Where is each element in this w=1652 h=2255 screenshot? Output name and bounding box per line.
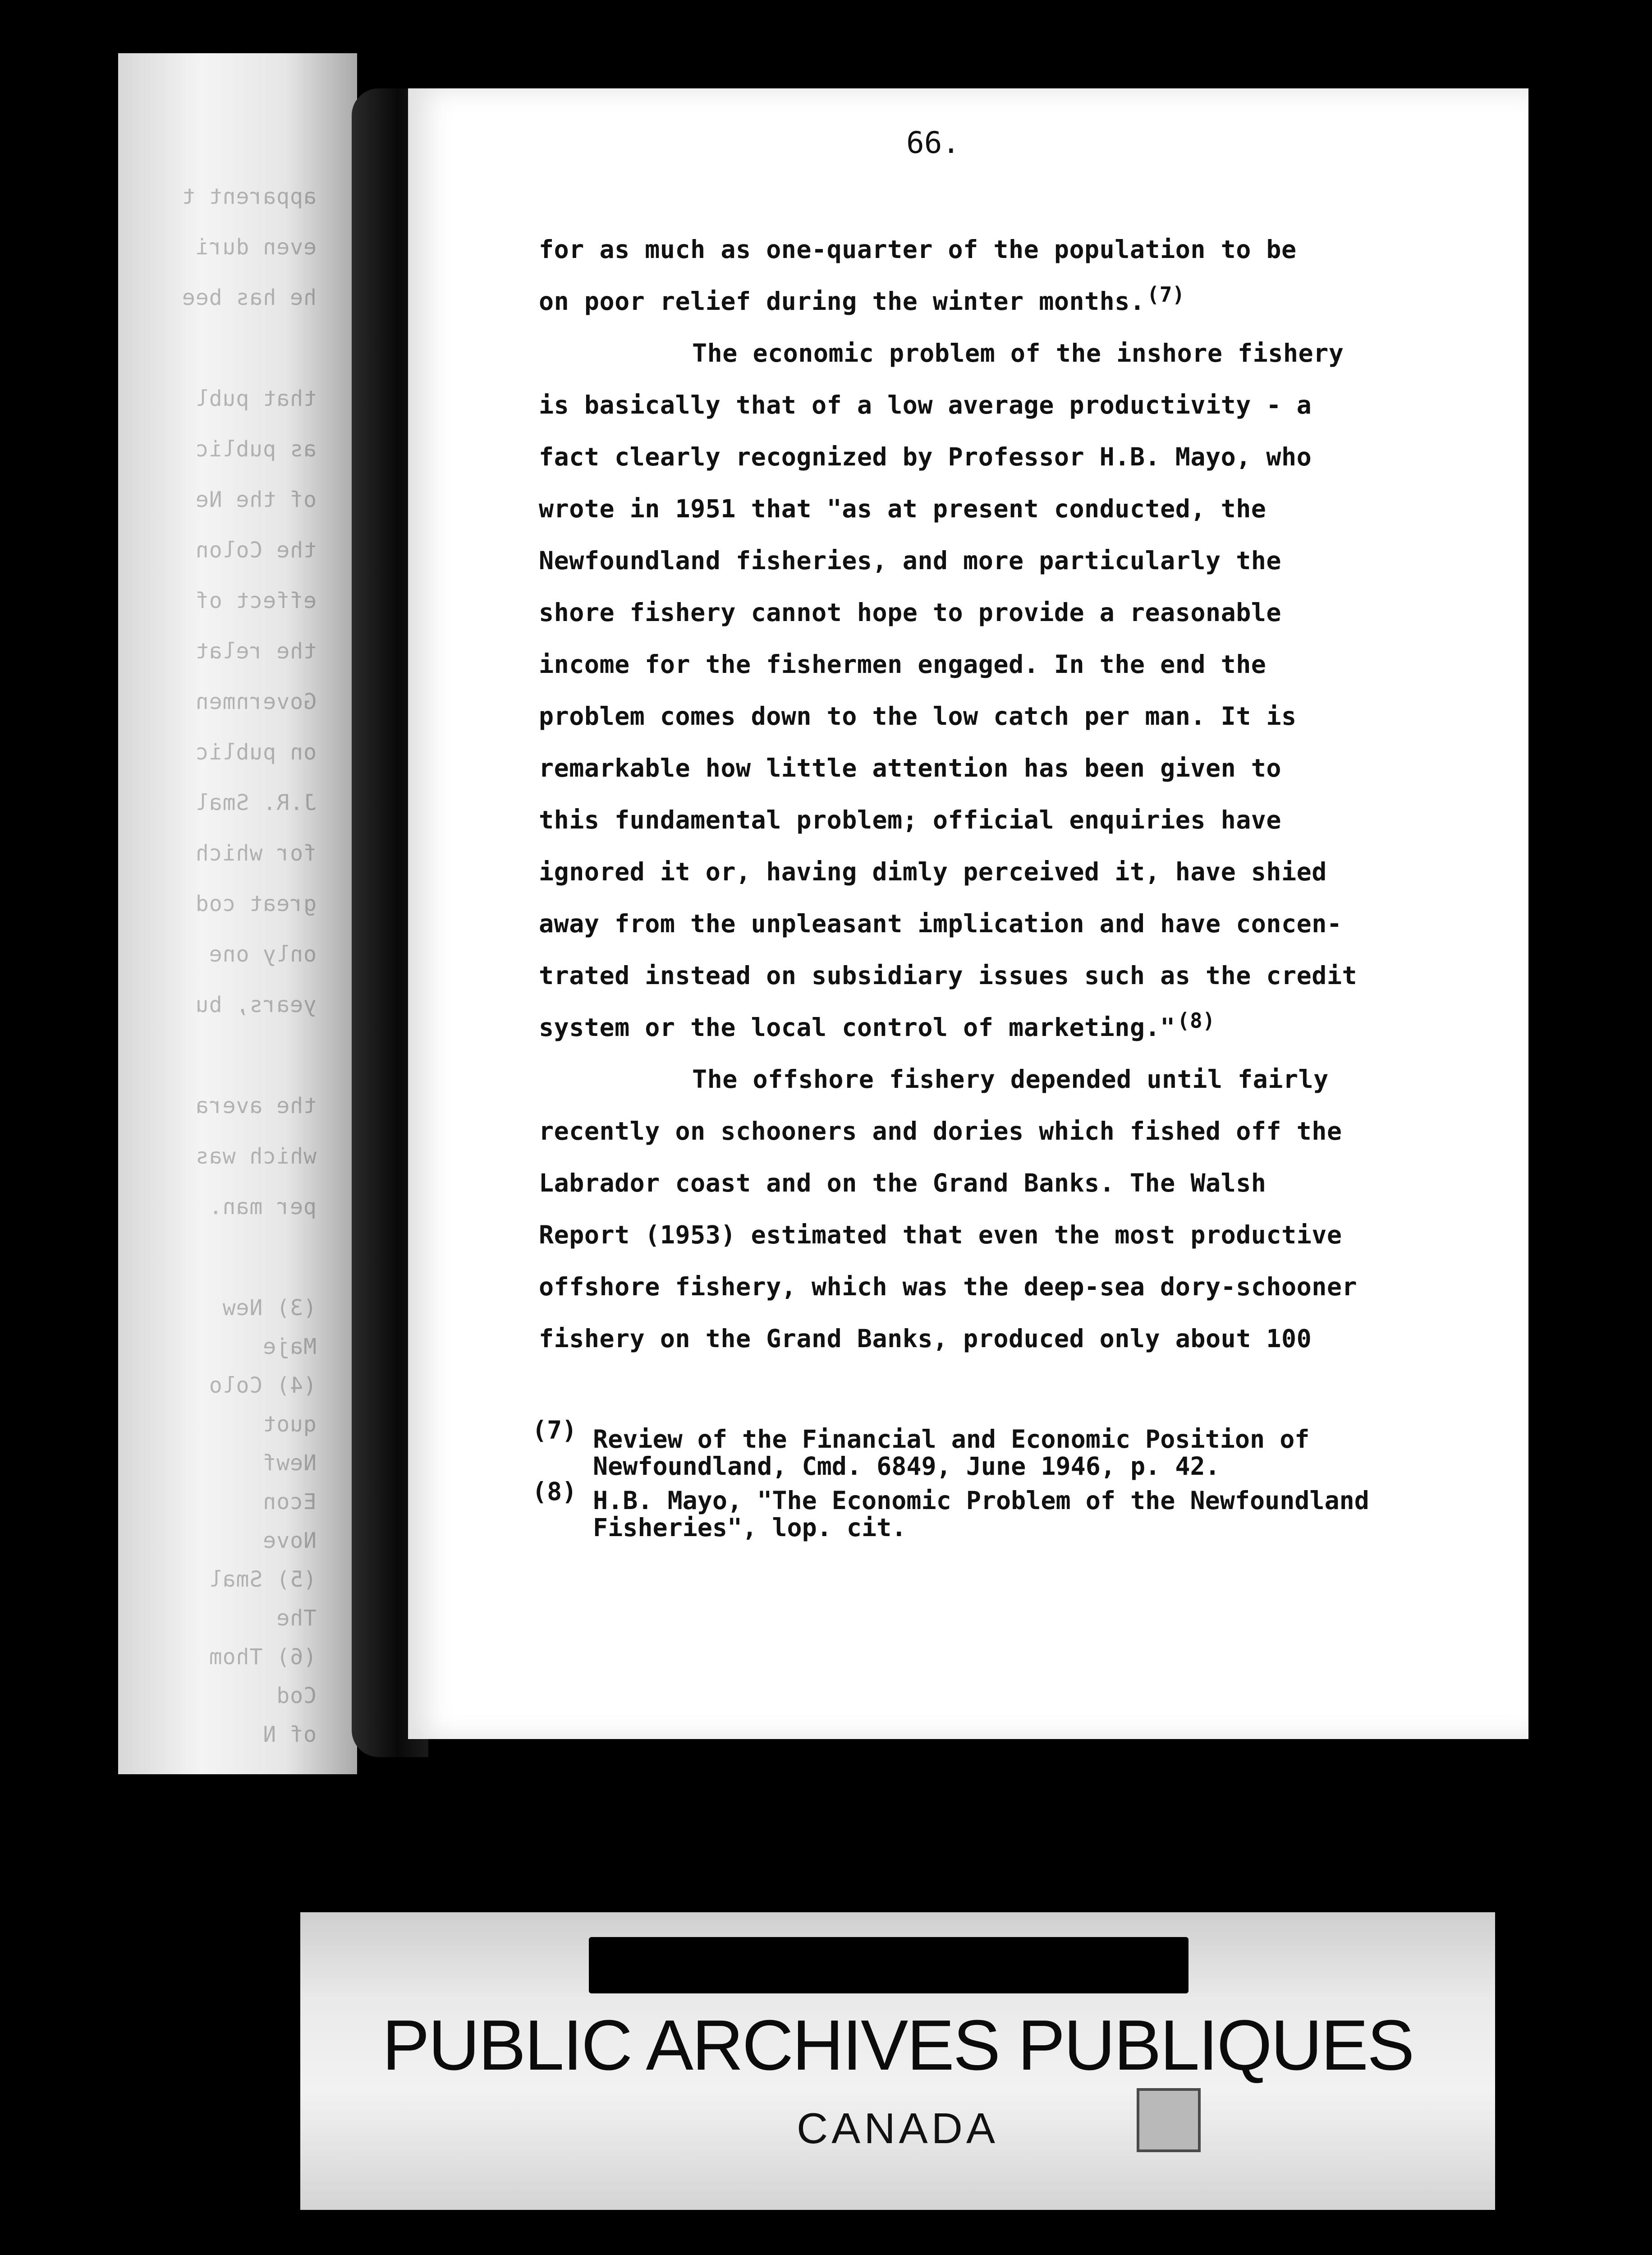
left-page-line: the relat xyxy=(195,639,317,664)
text-line: system or the local control of marketing."$^{(8)}$ xyxy=(539,1008,1216,1042)
archive-label xyxy=(300,1912,1495,2210)
text-line: for as much as one-quarter of the population to be xyxy=(539,235,1297,264)
text-line: fact clearly recognized by Professor H.B. Mayo, who xyxy=(539,442,1312,471)
left-page-line: as public xyxy=(195,437,317,462)
footnote-marker: (7) xyxy=(532,1416,577,1445)
left-page-line: even duri xyxy=(195,235,317,260)
text-line: ignored it or, having dimly perceived it, have shied xyxy=(539,857,1327,886)
left-page-line: Econ xyxy=(262,1489,317,1514)
left-page-line: per man. xyxy=(208,1194,317,1220)
left-page-line: effect of xyxy=(195,588,317,613)
text-line: recently on schooners and dories which fished off the xyxy=(539,1117,1342,1146)
footnotes xyxy=(532,1416,1499,1548)
text-line: fishery on the Grand Banks, produced only about 100 xyxy=(539,1324,1312,1353)
text-line: on poor relief during the winter months.$^{(7)}$ xyxy=(539,282,1185,316)
left-page-line: (4) Colo xyxy=(208,1373,317,1398)
footnote-line: Newfoundland, Cmd. 6849, June 1946, p. 42. xyxy=(593,1452,1220,1481)
text-line: offshore fishery, which was the deep-sea dory-schooner xyxy=(539,1272,1358,1301)
left-page-line: only one xyxy=(208,942,317,967)
text-line: The offshore fishery depended until fairly xyxy=(692,1065,1329,1094)
left-page-line: (6) Thom xyxy=(208,1644,317,1670)
left-page-line: of the Ne xyxy=(195,487,317,512)
left-page-line: quot xyxy=(262,1412,317,1437)
left-page-line: years, bu xyxy=(195,992,317,1017)
text-line: is basically that of a low average productivity - a xyxy=(539,391,1312,419)
footnote-line: Fisheries", lop. cit. xyxy=(593,1513,907,1542)
left-page-line: for which xyxy=(195,841,317,866)
text-line: Report (1953) estimated that even the most productive xyxy=(539,1220,1342,1249)
text-line: income for the fishermen engaged. In the end the xyxy=(539,650,1267,679)
text-line: away from the unpleasant implication and have concen- xyxy=(539,909,1342,938)
text-line: Newfoundland fisheries, and more particularly the xyxy=(539,546,1282,575)
page-number: 66. xyxy=(906,125,960,160)
left-page-line: great cod xyxy=(195,891,317,916)
left-page-line: Maje xyxy=(262,1334,317,1359)
footnote-marker: (8) xyxy=(532,1477,577,1506)
document-page xyxy=(408,88,1528,1739)
left-page-line: Nove xyxy=(262,1528,317,1553)
text-line: Labrador coast and on the Grand Banks. The Walsh xyxy=(539,1169,1267,1197)
text-line: problem comes down to the low catch per man. It is xyxy=(539,702,1297,731)
text-line: remarkable how little attention has been given to xyxy=(539,754,1282,782)
left-page-line: J.R. Smal xyxy=(195,790,317,815)
left-facing-page xyxy=(118,53,357,1774)
text-line: shore fishery cannot hope to provide a reasonable xyxy=(539,598,1282,627)
redaction-bar xyxy=(589,1937,1189,1993)
left-page-line: on public xyxy=(195,740,317,765)
text-line: wrote in 1951 that "as at present conducted, the xyxy=(539,494,1267,523)
archive-title: PUBLIC ARCHIVES PUBLIQUES xyxy=(382,2006,1413,2085)
footnote-ref-7: (7) xyxy=(1147,282,1185,307)
left-page-line: Governmen xyxy=(195,689,317,714)
left-page-line: the Colon xyxy=(195,538,317,563)
left-page-line: (3) New xyxy=(222,1295,317,1321)
left-page-line: which was xyxy=(195,1144,317,1169)
left-page-line: that publ xyxy=(195,386,317,411)
text-line: this fundamental problem; official enquiries have xyxy=(539,805,1282,834)
body-text xyxy=(539,224,1490,1365)
text-line: trated instead on subsidiary issues such as the credit xyxy=(539,961,1358,990)
archive-subtitle: CANADA xyxy=(796,2104,999,2153)
left-page-line: the avera xyxy=(195,1093,317,1118)
left-page-line: he has bee xyxy=(182,285,317,310)
left-page-line: apparent t xyxy=(182,184,317,209)
footnote-line: H.B. Mayo, "The Economic Problem of the Newfoundland xyxy=(593,1486,1369,1515)
text-line: The economic problem of the inshore fishery xyxy=(692,339,1344,368)
left-page-line: The xyxy=(276,1606,317,1631)
footnote-ref-8: (8) xyxy=(1177,1008,1216,1033)
footnote-8 xyxy=(532,1477,1499,1542)
left-page-line: of N xyxy=(262,1722,317,1747)
footnote-7 xyxy=(532,1416,1499,1481)
left-page-line: Cod xyxy=(276,1683,317,1708)
left-page-line: (5) Smal xyxy=(208,1567,317,1592)
footnote-line: Review of the Financial and Economic Position of xyxy=(593,1425,1310,1454)
left-page-line: Newf xyxy=(262,1450,317,1476)
